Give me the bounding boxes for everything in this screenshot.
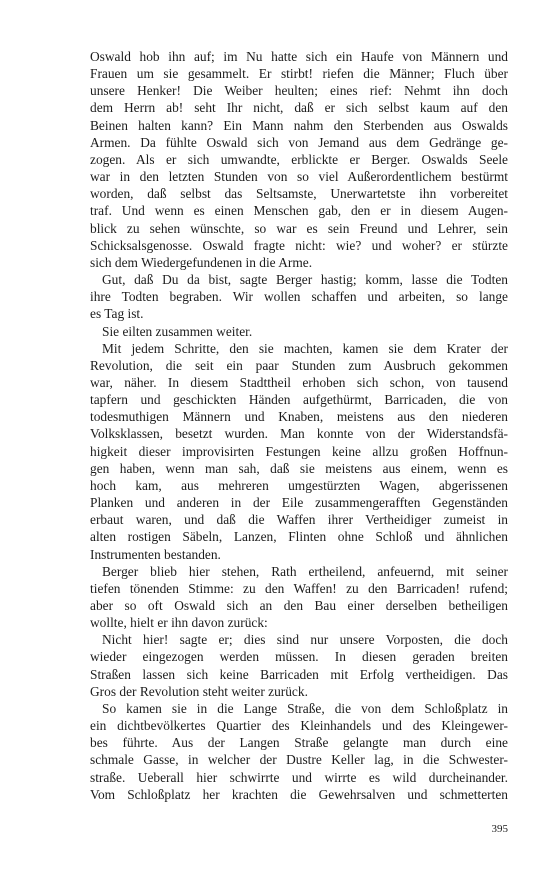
text-line: war, näher. In diesem Stadttheil erhoben sich schon, von tausend xyxy=(90,374,508,390)
text-line: war in den letzten Stunden von so viel Außerordentlichem bestürmt xyxy=(90,169,508,185)
text-line: Nicht hier! sagte er; dies sind nur unsere Vorposten, die doch xyxy=(102,632,508,648)
text-line: gen haben, wenn man sah, daß sie meistens aus einem, wenn es xyxy=(90,460,508,476)
text-line: Sie eilten zusammen weiter. xyxy=(102,323,253,339)
text-line: bes führte. Aus der Langen Straße gelangte man durch eine xyxy=(90,735,508,751)
text-line: zogen. Als er sich umwandte, erblickte er Berger. Oswalds Seele xyxy=(90,151,508,167)
text-line: Vom Schloßplatz her krachten die Gewehrsalven und schmetterten xyxy=(90,786,508,802)
text-line: Oswald hob ihn auf; im Nu hatte sich ein Haufe von Männern und xyxy=(90,49,508,64)
paragraph xyxy=(90,563,508,632)
text-line: Beinen halten kann? Ein Mann nahm den Sterbenden aus Oswalds xyxy=(90,117,508,133)
text-line: ihre Todten begraben. Wir wollen schaffen und arbeiten, so lange xyxy=(90,289,508,305)
text-line: Gut, daß Du da bist, sagte Berger hastig; komm, lasse die Todten xyxy=(102,272,508,288)
text-line: So kamen sie in die Lange Straße, die von dem Schloßplatz in xyxy=(102,700,508,716)
text-line: es Tag ist. xyxy=(90,306,144,322)
text-line: dem Herrn ab! seht Ihr nicht, daß er sich selbst kaum auf den xyxy=(90,100,508,116)
text-line: Frauen um sie gesammelt. Er stirbt! riefen die Männer; Fluch über xyxy=(90,66,508,82)
text-line: hoch kam, aus mehreren umgestürzten Wagen, abgerissenen xyxy=(90,477,508,493)
text-line: Gros der Revolution steht weiter zurück. xyxy=(90,683,308,699)
body-text xyxy=(90,48,508,803)
text-line: todesmuthigen Männern und Knaben, meistens aus den niederen xyxy=(90,409,508,425)
text-line: alten rostigen Säbeln, Lanzen, Flinten ohne Schloß und ähnlichen xyxy=(90,529,508,545)
text-line: wieder eingezogen werden müssen. In diesen geraden breiten xyxy=(90,649,508,665)
text-line: unsere Henker! Die Weiber heulten; eines rief: Nehmt ihn doch xyxy=(90,83,508,99)
text-line: worden, daß selbst das Seltsamste, Unerwartetste ihn vorbereitet xyxy=(90,186,508,202)
text-line: aber so oft Oswald sich an den Bau einer derselben betheiligen xyxy=(90,598,508,613)
text-line: schmale Gasse, in welcher der Dustre Keller lag, in die Schwester- xyxy=(90,752,508,768)
text-line: ein dichtbevölkertes Quartier des Kleinhandels und des Kleingewer- xyxy=(90,718,508,734)
text-line: Planken und anderen in der Eile zusammengerafften Gegenständen xyxy=(90,495,508,511)
paragraph xyxy=(90,48,508,271)
text-line: Schicksalsgenosse. Oswald fragte nicht: wie? und woher? er stürzte xyxy=(90,237,508,253)
paragraph xyxy=(90,323,508,340)
text-line: straße. Ueberall hier schwirrte und wirrte es wild durcheinander. xyxy=(90,769,508,785)
text-line: tiefen tönenden Stimme: zu den Waffen! zu den Barricaden! rufend; xyxy=(90,580,508,596)
text-line: Volksklassen, besetzt wurden. Man konnte von der Widerstandsfä- xyxy=(90,426,508,442)
paragraph xyxy=(90,340,508,563)
text-line: Instrumenten bestanden. xyxy=(90,546,221,562)
text-line: Mit jedem Schritte, den sie machten, kamen sie dem Krater der xyxy=(102,340,508,356)
text-line: Revolution, die seit ein paar Stunden zum Ausbruch gekommen xyxy=(90,357,508,373)
text-line: higkeit dieser improvisirten Festungen keine allzu großen Hoffnun- xyxy=(90,443,508,459)
page-number: 395 xyxy=(491,823,508,835)
text-line: Berger blieb hier stehen, Rath ertheilend, anfeuernd, mit seiner xyxy=(102,563,508,579)
paragraph xyxy=(90,700,508,803)
text-line: sich dem Wiedergefundenen in die Arme. xyxy=(90,254,313,270)
text-line: Straßen lassen sich keine Barricaden mit Erfolg vertheidigen. Das xyxy=(90,666,508,682)
text-line: erbaut waren, und daß die Waffen ihrer Vertheidiger zumeist in xyxy=(90,512,508,528)
text-line: wollte, hielt er ihn davon zurück: xyxy=(90,615,268,631)
paragraph xyxy=(90,271,508,322)
text-line: Armen. Da fühlte Oswald sich von Jemand aus dem Gedränge ge- xyxy=(90,134,508,150)
text-line: traf. Und wenn es einen Menschen gab, den er in diesem Augen- xyxy=(90,203,508,219)
text-line: tapfern und geschickten Händen aufgethürmt, Barricaden, die von xyxy=(90,392,508,408)
paragraph xyxy=(90,631,508,700)
text-line: blick zu sehen wünschte, so war es sein Freund und Lehrer, sein xyxy=(90,220,508,236)
